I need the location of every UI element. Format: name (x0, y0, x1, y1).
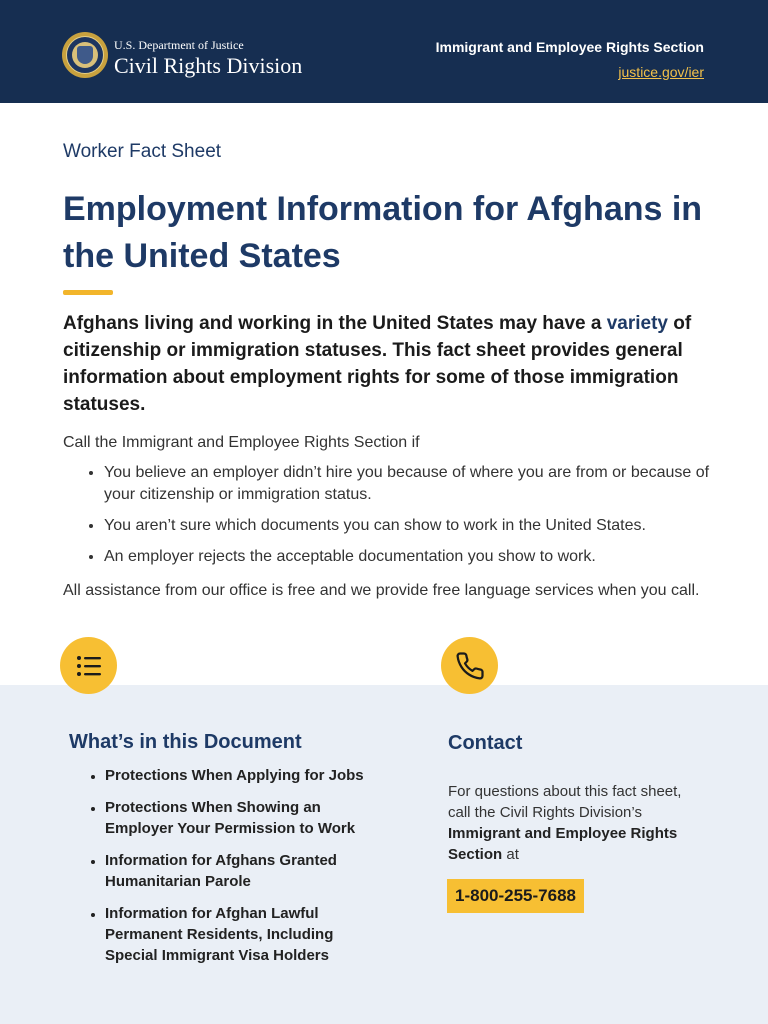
contents-heading: What’s in this Document (69, 731, 302, 753)
division-name: Civil Rights Division (114, 53, 303, 78)
intro-paragraph (63, 310, 723, 418)
contents-list (69, 765, 389, 977)
header-bar (0, 0, 768, 103)
title-accent-bar (63, 290, 113, 295)
list-icon (60, 637, 117, 694)
call-instructions: Call the Immigrant and Employee Rights Section if (63, 434, 420, 451)
free-assistance-note: All assistance from our office is free and we provide free language services when you call. (63, 582, 700, 599)
doj-seal-icon (62, 32, 108, 78)
list-item: • Information for Afghans Granted Humanitarian Parole (105, 850, 389, 892)
intro-emphasis: variety (606, 313, 668, 334)
phone-icon (441, 637, 498, 694)
contact-text (448, 781, 708, 865)
contact-heading: Contact (448, 732, 523, 754)
website-link[interactable]: justice.gov/ier (618, 64, 704, 80)
department-name: U.S. Department of Justice (114, 38, 244, 52)
list-item: • Information for Afghan Lawful Permanent Residents, Including Special Immigrant Visa Holders (105, 903, 389, 966)
section-name: Immigrant and Employee Rights Section (435, 39, 704, 55)
list-item: • You aren’t sure which documents you can show to work in the United States. (104, 515, 713, 537)
contact-text-start: For questions about this fact sheet, call the Civil Rights Division’s (448, 783, 682, 821)
intro-text-end: of citizenship or immigration statuses. This fact sheet provides general information about employment rights for some of those immigration statuses. (63, 313, 692, 415)
page-title: Employment Information for Afghans in the United States (63, 190, 703, 275)
list-item: • Protections When Showing an Employer Your Permission to Work (105, 797, 389, 839)
list-item: • You believe an employer didn’t hire you because of where you are from or because of your citizenship or immigration status. (104, 462, 713, 506)
list-item: • Protections When Applying for Jobs (105, 765, 389, 786)
call-reasons-list (63, 462, 713, 577)
contact-section-name: Immigrant and Employee Rights Section (448, 825, 678, 863)
phone-number[interactable]: 1-800-255-7688 (447, 879, 584, 913)
contact-text-end: at (502, 846, 519, 863)
document-type: Worker Fact Sheet (63, 141, 222, 162)
intro-text-start: Afghans living and working in the United States may have a (63, 313, 607, 334)
list-item: • An employer rejects the acceptable documentation you show to work. (104, 546, 713, 568)
